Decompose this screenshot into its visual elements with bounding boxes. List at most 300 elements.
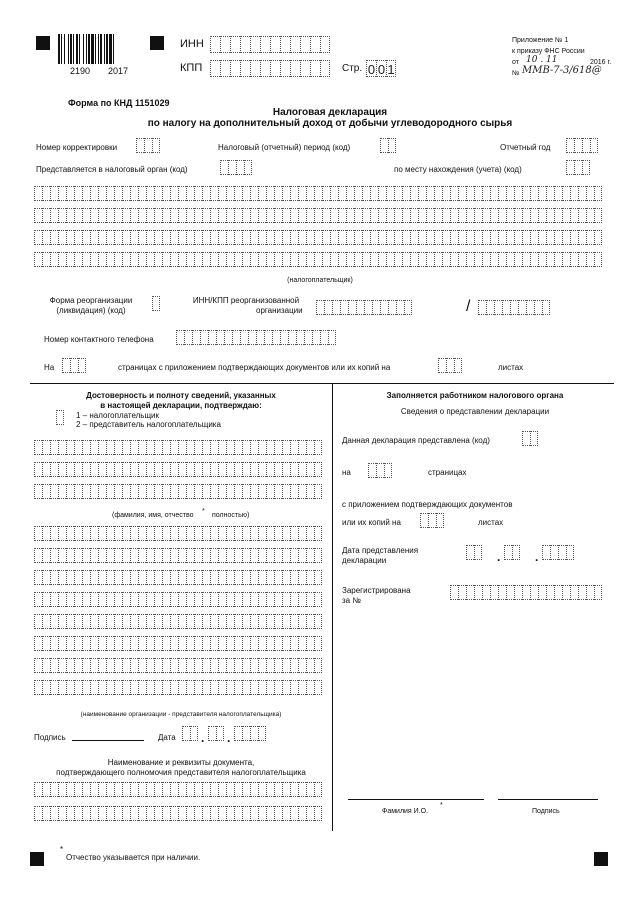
input-cell[interactable] bbox=[426, 252, 434, 267]
input-cell[interactable] bbox=[258, 806, 266, 821]
input-cell[interactable] bbox=[314, 658, 322, 673]
input-cell[interactable] bbox=[388, 138, 396, 153]
input-cell[interactable] bbox=[138, 570, 146, 585]
input-cell[interactable] bbox=[130, 484, 138, 499]
input-cell[interactable] bbox=[226, 570, 234, 585]
input-cell[interactable] bbox=[378, 208, 386, 223]
input-cell[interactable] bbox=[130, 782, 138, 797]
input-cell[interactable] bbox=[162, 186, 170, 201]
input-cell[interactable] bbox=[98, 252, 106, 267]
input-cell[interactable] bbox=[242, 680, 250, 695]
input-cell[interactable] bbox=[192, 330, 200, 345]
input-cell[interactable] bbox=[306, 440, 314, 455]
input-cell[interactable] bbox=[138, 614, 146, 629]
input-cell[interactable] bbox=[266, 208, 274, 223]
input-cell[interactable] bbox=[242, 440, 250, 455]
input-cell[interactable] bbox=[226, 526, 234, 541]
inn-cells[interactable] bbox=[210, 36, 330, 53]
input-cell[interactable] bbox=[258, 484, 266, 499]
input-cell[interactable] bbox=[202, 252, 210, 267]
input-cell[interactable] bbox=[498, 585, 506, 600]
input-cell[interactable] bbox=[290, 230, 298, 245]
input-cell[interactable] bbox=[146, 636, 154, 651]
input-cell[interactable] bbox=[122, 658, 130, 673]
input-cell[interactable] bbox=[586, 230, 594, 245]
input-cell[interactable] bbox=[74, 526, 82, 541]
input-cell[interactable] bbox=[526, 300, 534, 315]
input-cell[interactable] bbox=[146, 680, 154, 695]
input-cell[interactable] bbox=[34, 806, 42, 821]
input-cell[interactable] bbox=[98, 462, 106, 477]
input-cell[interactable] bbox=[194, 782, 202, 797]
input-cell[interactable] bbox=[82, 548, 90, 563]
input-cell[interactable] bbox=[234, 186, 242, 201]
input-cell[interactable] bbox=[34, 484, 42, 499]
input-cell[interactable] bbox=[306, 186, 314, 201]
input-cell[interactable] bbox=[298, 484, 306, 499]
input-cell[interactable] bbox=[386, 230, 394, 245]
input-cell[interactable] bbox=[162, 680, 170, 695]
input-cell[interactable] bbox=[274, 526, 282, 541]
input-cell[interactable] bbox=[62, 358, 70, 373]
input-cell[interactable] bbox=[146, 614, 154, 629]
input-cell[interactable] bbox=[322, 208, 330, 223]
input-cell[interactable] bbox=[258, 548, 266, 563]
input-cell[interactable] bbox=[418, 252, 426, 267]
input-cell[interactable] bbox=[282, 782, 290, 797]
input-cell[interactable] bbox=[162, 548, 170, 563]
input-cell[interactable] bbox=[320, 36, 330, 53]
input-cell[interactable] bbox=[82, 526, 90, 541]
input-cell[interactable] bbox=[74, 636, 82, 651]
input-cell[interactable] bbox=[402, 186, 410, 201]
input-cell[interactable] bbox=[466, 230, 474, 245]
input-cell[interactable] bbox=[354, 208, 362, 223]
input-cell[interactable] bbox=[586, 186, 594, 201]
input-cell[interactable] bbox=[320, 330, 328, 345]
input-cell[interactable] bbox=[106, 252, 114, 267]
input-cell[interactable] bbox=[74, 186, 82, 201]
input-cell[interactable] bbox=[306, 208, 314, 223]
input-cell[interactable] bbox=[50, 440, 58, 455]
input-cell[interactable] bbox=[314, 526, 322, 541]
input-cell[interactable] bbox=[218, 462, 226, 477]
input-cell[interactable] bbox=[162, 252, 170, 267]
submission-date-year[interactable] bbox=[542, 545, 574, 560]
input-cell[interactable] bbox=[122, 230, 130, 245]
input-cell[interactable] bbox=[170, 484, 178, 499]
input-cell[interactable] bbox=[194, 592, 202, 607]
input-cell[interactable] bbox=[74, 484, 82, 499]
input-cell[interactable] bbox=[122, 548, 130, 563]
input-cell[interactable] bbox=[426, 208, 434, 223]
rep-org-row[interactable] bbox=[34, 548, 322, 563]
input-cell[interactable] bbox=[458, 252, 466, 267]
input-cell[interactable] bbox=[210, 570, 218, 585]
input-cell[interactable] bbox=[224, 330, 232, 345]
input-cell[interactable] bbox=[114, 658, 122, 673]
officer-sheets-cells[interactable] bbox=[420, 513, 444, 528]
input-cell[interactable] bbox=[502, 300, 510, 315]
input-cell[interactable] bbox=[346, 252, 354, 267]
input-cell[interactable] bbox=[280, 36, 290, 53]
input-cell[interactable] bbox=[266, 462, 274, 477]
input-cell[interactable] bbox=[370, 230, 378, 245]
input-cell[interactable] bbox=[70, 358, 78, 373]
input-cell[interactable] bbox=[234, 548, 242, 563]
input-cell[interactable] bbox=[562, 585, 570, 600]
input-cell[interactable] bbox=[82, 208, 90, 223]
input-cell[interactable] bbox=[458, 585, 466, 600]
input-cell[interactable] bbox=[290, 252, 298, 267]
input-cell[interactable] bbox=[106, 680, 114, 695]
input-cell[interactable] bbox=[58, 782, 66, 797]
input-cell[interactable] bbox=[348, 300, 356, 315]
input-cell[interactable] bbox=[368, 463, 376, 478]
input-cell[interactable] bbox=[530, 230, 538, 245]
input-cell[interactable] bbox=[490, 186, 498, 201]
input-cell[interactable] bbox=[194, 570, 202, 585]
input-cell[interactable] bbox=[250, 440, 258, 455]
input-cell[interactable] bbox=[298, 636, 306, 651]
input-cell[interactable] bbox=[274, 570, 282, 585]
input-cell[interactable] bbox=[98, 592, 106, 607]
input-cell[interactable] bbox=[242, 726, 250, 741]
input-cell[interactable] bbox=[178, 658, 186, 673]
input-cell[interactable] bbox=[314, 782, 322, 797]
input-cell[interactable] bbox=[340, 300, 348, 315]
input-cell[interactable] bbox=[194, 548, 202, 563]
input-cell[interactable] bbox=[98, 636, 106, 651]
input-cell[interactable] bbox=[270, 36, 280, 53]
input-cell[interactable] bbox=[330, 208, 338, 223]
input-cell[interactable] bbox=[66, 526, 74, 541]
input-cell[interactable] bbox=[290, 592, 298, 607]
input-cell[interactable] bbox=[114, 484, 122, 499]
input-cell[interactable] bbox=[66, 680, 74, 695]
input-cell[interactable] bbox=[130, 230, 138, 245]
input-cell[interactable] bbox=[442, 186, 450, 201]
input-cell[interactable] bbox=[410, 252, 418, 267]
input-cell[interactable] bbox=[122, 806, 130, 821]
input-cell[interactable] bbox=[314, 806, 322, 821]
input-cell[interactable] bbox=[162, 230, 170, 245]
input-cell[interactable] bbox=[362, 208, 370, 223]
input-cell[interactable] bbox=[402, 252, 410, 267]
input-cell[interactable] bbox=[332, 300, 340, 315]
input-cell[interactable] bbox=[106, 636, 114, 651]
input-cell[interactable] bbox=[266, 592, 274, 607]
input-cell[interactable] bbox=[378, 186, 386, 201]
input-cell[interactable] bbox=[450, 252, 458, 267]
input-cell[interactable] bbox=[106, 806, 114, 821]
input-cell[interactable] bbox=[394, 252, 402, 267]
input-cell[interactable] bbox=[260, 60, 270, 77]
input-cell[interactable] bbox=[184, 330, 192, 345]
input-cell[interactable] bbox=[106, 186, 114, 201]
input-cell[interactable] bbox=[554, 208, 562, 223]
input-cell[interactable] bbox=[138, 462, 146, 477]
input-cell[interactable] bbox=[90, 230, 98, 245]
input-cell[interactable] bbox=[210, 60, 220, 77]
input-cell[interactable] bbox=[50, 680, 58, 695]
input-cell[interactable] bbox=[226, 462, 234, 477]
input-cell[interactable] bbox=[90, 526, 98, 541]
input-cell[interactable] bbox=[50, 636, 58, 651]
input-cell[interactable] bbox=[98, 782, 106, 797]
input-cell[interactable] bbox=[114, 208, 122, 223]
input-cell[interactable] bbox=[90, 782, 98, 797]
input-cell[interactable] bbox=[234, 208, 242, 223]
input-cell[interactable] bbox=[178, 636, 186, 651]
input-cell[interactable] bbox=[234, 230, 242, 245]
input-cell[interactable] bbox=[282, 252, 290, 267]
input-cell[interactable] bbox=[482, 208, 490, 223]
rep-org-row[interactable] bbox=[34, 636, 322, 651]
input-cell[interactable] bbox=[274, 484, 282, 499]
input-cell[interactable] bbox=[310, 36, 320, 53]
input-cell[interactable] bbox=[50, 186, 58, 201]
input-cell[interactable] bbox=[66, 186, 74, 201]
reorg-inn-cells[interactable] bbox=[316, 300, 412, 315]
input-cell[interactable] bbox=[594, 230, 602, 245]
input-cell[interactable] bbox=[234, 484, 242, 499]
input-cell[interactable] bbox=[154, 782, 162, 797]
input-cell[interactable] bbox=[322, 252, 330, 267]
input-cell[interactable] bbox=[42, 570, 50, 585]
input-cell[interactable] bbox=[98, 484, 106, 499]
input-cell[interactable] bbox=[320, 60, 330, 77]
input-cell[interactable] bbox=[258, 208, 266, 223]
input-cell[interactable] bbox=[250, 806, 258, 821]
input-cell[interactable] bbox=[226, 658, 234, 673]
input-cell[interactable] bbox=[498, 208, 506, 223]
input-cell[interactable] bbox=[66, 658, 74, 673]
sheets-count-cells[interactable] bbox=[438, 358, 462, 373]
input-cell[interactable] bbox=[314, 208, 322, 223]
input-cell[interactable] bbox=[82, 806, 90, 821]
input-cell[interactable] bbox=[170, 186, 178, 201]
input-cell[interactable] bbox=[178, 526, 186, 541]
submission-date-month[interactable] bbox=[504, 545, 520, 560]
input-cell[interactable] bbox=[442, 208, 450, 223]
input-cell[interactable] bbox=[178, 208, 186, 223]
input-cell[interactable] bbox=[234, 570, 242, 585]
input-cell[interactable] bbox=[178, 806, 186, 821]
input-cell[interactable] bbox=[186, 484, 194, 499]
input-cell[interactable] bbox=[130, 186, 138, 201]
input-cell[interactable] bbox=[570, 208, 578, 223]
input-cell[interactable] bbox=[202, 186, 210, 201]
input-cell[interactable] bbox=[50, 592, 58, 607]
input-cell[interactable] bbox=[210, 806, 218, 821]
input-cell[interactable] bbox=[234, 592, 242, 607]
input-cell[interactable] bbox=[506, 208, 514, 223]
input-cell[interactable] bbox=[522, 230, 530, 245]
input-cell[interactable] bbox=[202, 440, 210, 455]
registration-number-cells[interactable] bbox=[450, 585, 602, 600]
input-cell[interactable] bbox=[34, 186, 42, 201]
input-cell[interactable] bbox=[250, 484, 258, 499]
input-cell[interactable] bbox=[322, 230, 330, 245]
input-cell[interactable] bbox=[90, 208, 98, 223]
input-cell[interactable] bbox=[82, 782, 90, 797]
input-cell[interactable] bbox=[442, 252, 450, 267]
input-cell[interactable] bbox=[34, 230, 42, 245]
input-cell[interactable] bbox=[50, 614, 58, 629]
input-cell[interactable] bbox=[338, 230, 346, 245]
input-cell[interactable] bbox=[258, 782, 266, 797]
input-cell[interactable] bbox=[338, 208, 346, 223]
input-cell[interactable] bbox=[34, 252, 42, 267]
taxpayer-name-row[interactable] bbox=[34, 186, 602, 201]
input-cell[interactable] bbox=[582, 160, 590, 175]
input-cell[interactable] bbox=[322, 186, 330, 201]
input-cell[interactable] bbox=[298, 526, 306, 541]
input-cell[interactable] bbox=[380, 300, 388, 315]
input-cell[interactable] bbox=[506, 186, 514, 201]
input-cell[interactable] bbox=[106, 440, 114, 455]
input-cell[interactable] bbox=[202, 636, 210, 651]
input-cell[interactable] bbox=[394, 208, 402, 223]
input-cell[interactable] bbox=[486, 300, 494, 315]
input-cell[interactable] bbox=[372, 300, 380, 315]
input-cell[interactable] bbox=[266, 440, 274, 455]
input-cell[interactable] bbox=[202, 658, 210, 673]
input-cell[interactable] bbox=[66, 484, 74, 499]
input-cell[interactable] bbox=[42, 806, 50, 821]
input-cell[interactable] bbox=[474, 208, 482, 223]
reorg-form-cells[interactable] bbox=[152, 296, 160, 311]
input-cell[interactable] bbox=[434, 230, 442, 245]
input-cell[interactable] bbox=[306, 592, 314, 607]
input-cell[interactable] bbox=[66, 614, 74, 629]
input-cell[interactable] bbox=[50, 208, 58, 223]
fio-row[interactable] bbox=[34, 484, 322, 499]
input-cell[interactable] bbox=[186, 186, 194, 201]
input-cell[interactable] bbox=[178, 548, 186, 563]
input-cell[interactable] bbox=[66, 462, 74, 477]
input-cell[interactable] bbox=[42, 440, 50, 455]
input-cell[interactable] bbox=[274, 462, 282, 477]
input-cell[interactable] bbox=[114, 680, 122, 695]
input-cell[interactable] bbox=[82, 440, 90, 455]
input-cell[interactable] bbox=[250, 570, 258, 585]
input-cell[interactable] bbox=[498, 230, 506, 245]
input-cell[interactable] bbox=[538, 186, 546, 201]
input-cell[interactable] bbox=[218, 782, 226, 797]
input-cell[interactable] bbox=[250, 548, 258, 563]
input-cell[interactable] bbox=[154, 658, 162, 673]
input-cell[interactable] bbox=[290, 440, 298, 455]
input-cell[interactable] bbox=[498, 186, 506, 201]
input-cell[interactable] bbox=[578, 230, 586, 245]
input-cell[interactable] bbox=[290, 484, 298, 499]
input-cell[interactable] bbox=[226, 208, 234, 223]
input-cell[interactable] bbox=[274, 782, 282, 797]
input-cell[interactable] bbox=[106, 484, 114, 499]
input-cell[interactable] bbox=[250, 208, 258, 223]
input-cell[interactable] bbox=[240, 60, 250, 77]
input-cell[interactable] bbox=[154, 484, 162, 499]
input-cell[interactable] bbox=[122, 462, 130, 477]
input-cell[interactable] bbox=[566, 545, 574, 560]
officer-pages-cells[interactable] bbox=[368, 463, 392, 478]
input-cell[interactable] bbox=[474, 186, 482, 201]
input-cell[interactable] bbox=[42, 208, 50, 223]
input-cell[interactable] bbox=[386, 252, 394, 267]
input-cell[interactable] bbox=[562, 186, 570, 201]
input-cell[interactable] bbox=[146, 186, 154, 201]
input-cell[interactable] bbox=[50, 252, 58, 267]
input-cell[interactable] bbox=[122, 252, 130, 267]
input-cell[interactable] bbox=[290, 782, 298, 797]
input-cell[interactable] bbox=[242, 252, 250, 267]
input-cell[interactable] bbox=[314, 440, 322, 455]
input-cell[interactable] bbox=[266, 526, 274, 541]
input-cell[interactable] bbox=[162, 570, 170, 585]
input-cell[interactable] bbox=[266, 782, 274, 797]
input-cell[interactable] bbox=[290, 806, 298, 821]
input-cell[interactable] bbox=[82, 252, 90, 267]
input-cell[interactable] bbox=[146, 782, 154, 797]
input-cell[interactable] bbox=[570, 186, 578, 201]
input-cell[interactable] bbox=[250, 726, 258, 741]
input-cell[interactable] bbox=[546, 186, 554, 201]
input-cell[interactable] bbox=[490, 252, 498, 267]
input-cell[interactable] bbox=[296, 330, 304, 345]
input-cell[interactable] bbox=[130, 526, 138, 541]
input-cell[interactable] bbox=[146, 252, 154, 267]
input-cell[interactable] bbox=[42, 636, 50, 651]
input-cell[interactable] bbox=[202, 548, 210, 563]
input-cell[interactable] bbox=[66, 440, 74, 455]
input-cell[interactable] bbox=[554, 230, 562, 245]
taxpayer-name-row[interactable] bbox=[34, 230, 602, 245]
rep-org-row[interactable] bbox=[34, 570, 322, 585]
input-cell[interactable] bbox=[266, 230, 274, 245]
input-cell[interactable] bbox=[226, 252, 234, 267]
input-cell[interactable] bbox=[154, 636, 162, 651]
input-cell[interactable] bbox=[258, 252, 266, 267]
input-cell[interactable] bbox=[306, 252, 314, 267]
input-cell[interactable] bbox=[242, 548, 250, 563]
input-cell[interactable] bbox=[300, 36, 310, 53]
input-cell[interactable] bbox=[282, 186, 290, 201]
input-cell[interactable] bbox=[264, 330, 272, 345]
input-cell[interactable] bbox=[220, 160, 228, 175]
input-cell[interactable] bbox=[258, 726, 266, 741]
input-cell[interactable] bbox=[218, 186, 226, 201]
input-cell[interactable] bbox=[98, 186, 106, 201]
officer-sign-line[interactable] bbox=[498, 799, 598, 800]
input-cell[interactable] bbox=[194, 526, 202, 541]
input-cell[interactable] bbox=[186, 614, 194, 629]
input-cell[interactable] bbox=[314, 484, 322, 499]
input-cell[interactable] bbox=[106, 548, 114, 563]
input-cell[interactable] bbox=[152, 138, 160, 153]
input-cell[interactable] bbox=[312, 330, 320, 345]
input-cell[interactable] bbox=[466, 208, 474, 223]
input-cell[interactable] bbox=[154, 570, 162, 585]
input-cell[interactable] bbox=[122, 782, 130, 797]
input-cell[interactable] bbox=[226, 440, 234, 455]
input-cell[interactable] bbox=[242, 782, 250, 797]
input-cell[interactable] bbox=[566, 160, 574, 175]
input-cell[interactable] bbox=[474, 545, 482, 560]
input-cell[interactable] bbox=[34, 680, 42, 695]
input-cell[interactable] bbox=[34, 658, 42, 673]
